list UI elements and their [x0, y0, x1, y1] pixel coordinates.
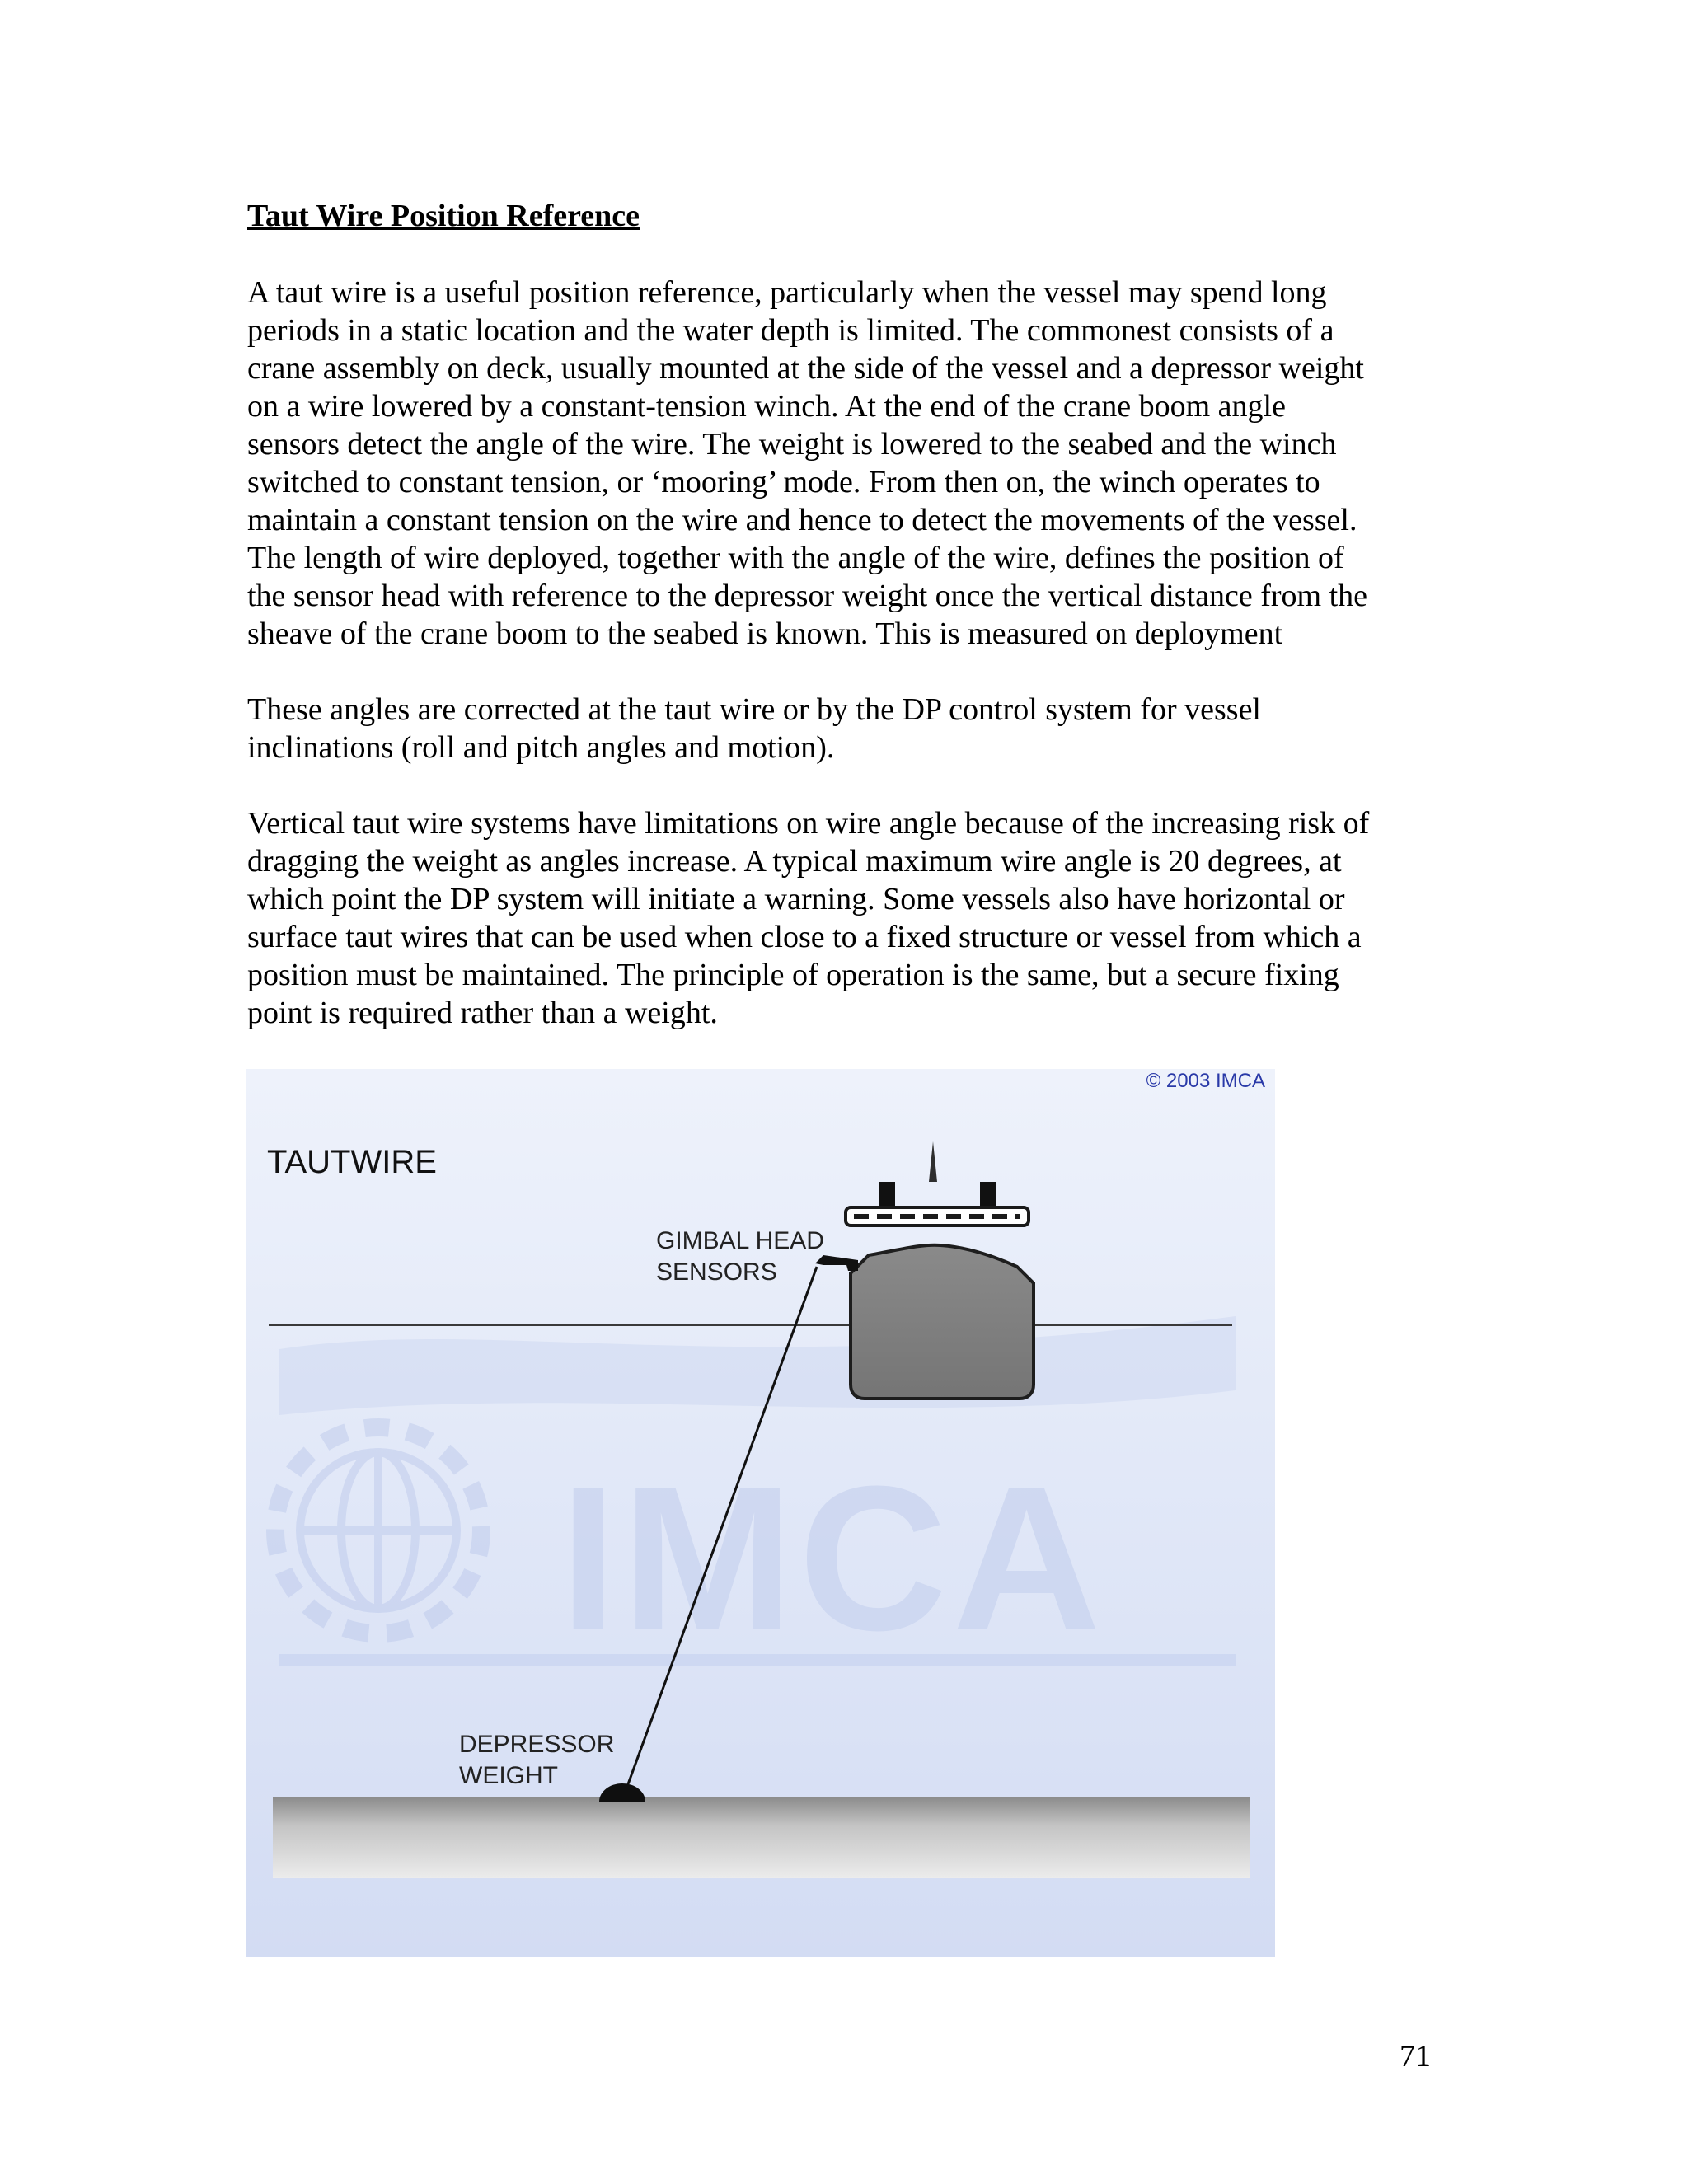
- text-line: the sensor head with reference to the depressor weight once the vertical distance from the: [247, 579, 1368, 613]
- tautwire-diagram: [246, 1069, 1275, 1957]
- seabed: [273, 1797, 1250, 1878]
- text-line: switched to constant tension, or ‘mooring’ mode. From then on, the winch operates to: [247, 465, 1320, 499]
- text-line: which point the DP system will initiate a warning. Some vessels also have horizontal or: [247, 882, 1345, 916]
- text-line: These angles are corrected at the taut wire or by the DP control system for vessel: [247, 692, 1261, 727]
- text-line: periods in a static location and the water depth is limited. The commonest consists of a: [247, 313, 1334, 348]
- gimbal-head-label: GIMBAL HEAD: [656, 1227, 824, 1254]
- text-line: sheave of the crane boom to the seabed is known. This is measured on deployment: [247, 616, 1283, 651]
- page-title: Taut Wire Position Reference: [247, 199, 640, 233]
- text-line: position must be maintained. The principle of operation is the same, but a secure fixing: [247, 958, 1339, 992]
- text-line: The length of wire deployed, together with the angle of the wire, defines the position of: [247, 541, 1344, 575]
- text-line: sensors detect the angle of the wire. The weight is lowered to the seabed and the winch: [247, 427, 1337, 462]
- copyright-text: © 2003 IMCA: [1146, 1070, 1265, 1092]
- weight-label: WEIGHT: [459, 1762, 558, 1789]
- diagram-title: TAUTWIRE: [267, 1144, 437, 1180]
- text-line: on a wire lowered by a constant-tension winch. At the end of the crane boom angle: [247, 389, 1286, 424]
- text-line: inclinations (roll and pitch angles and motion).: [247, 730, 835, 765]
- paragraph-corrections: [247, 691, 1451, 766]
- depressor-label: DEPRESSOR: [459, 1731, 615, 1758]
- text-line: A taut wire is a useful position reference, particularly when the vessel may spend long: [247, 275, 1327, 310]
- text-line: maintain a constant tension on the wire and hence to detect the movements of the vessel.: [247, 503, 1357, 537]
- page-number: 71: [1400, 2039, 1431, 2074]
- gimbal-sensors-label: SENSORS: [656, 1258, 777, 1286]
- text-line: Vertical taut wire systems have limitations on wire angle because of the increasing risk of: [247, 806, 1370, 841]
- text-line: crane assembly on deck, usually mounted at the side of the vessel and a depressor weight: [247, 351, 1364, 386]
- watermark-text: IMCA: [560, 1443, 1106, 1673]
- text-line: point is required rather than a weight.: [247, 996, 718, 1030]
- text-line: surface taut wires that can be used when close to a fixed structure or vessel from which a: [247, 920, 1362, 954]
- text-line: dragging the weight as angles increase. A typical maximum wire angle is 20 degrees, at: [247, 844, 1342, 879]
- paragraph-limitations: [247, 804, 1451, 1032]
- paragraph-intro: [247, 274, 1451, 653]
